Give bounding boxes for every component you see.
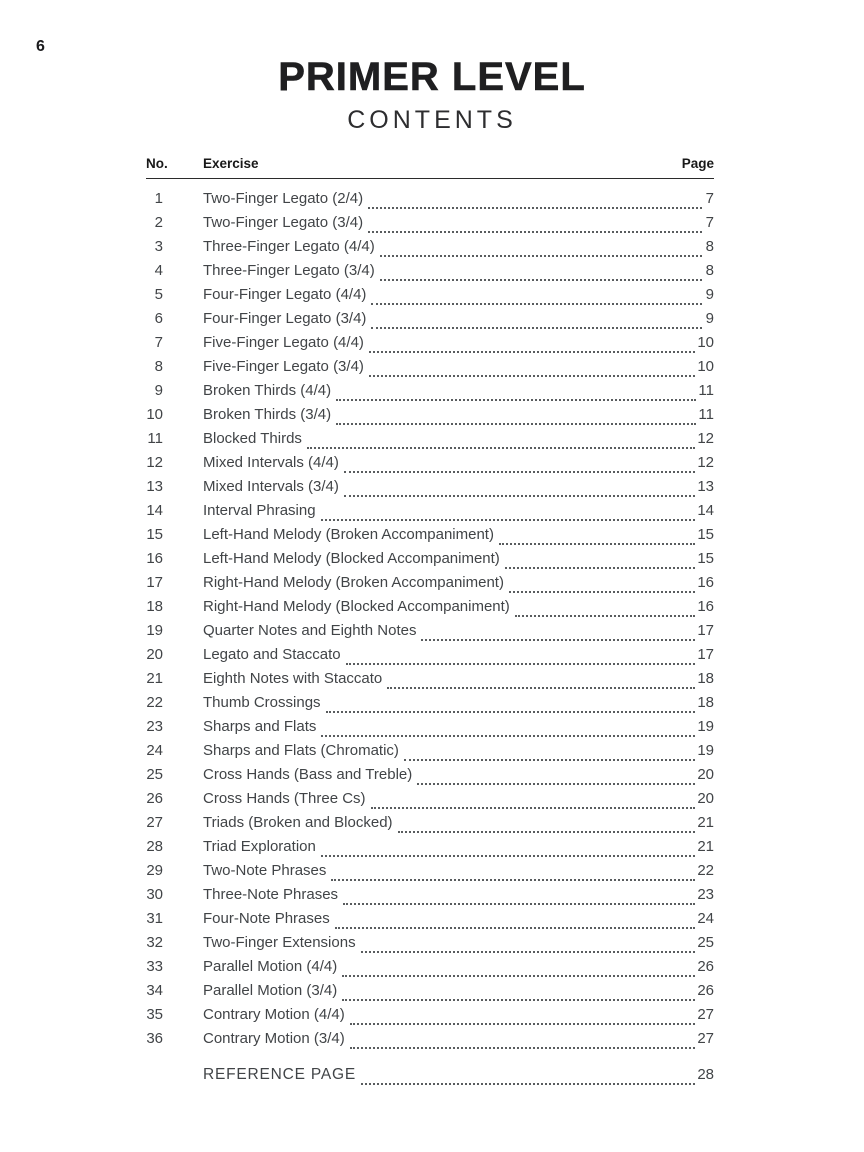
toc-rows — [146, 190, 714, 1054]
exercise-page-number: 20 — [697, 766, 714, 783]
toc-row — [146, 934, 714, 958]
exercise-title: Interval Phrasing — [203, 502, 316, 519]
exercise-title: Right-Hand Melody (Blocked Accompaniment) — [203, 598, 510, 615]
dot-leader — [346, 663, 696, 665]
exercise-number: 24 — [146, 742, 163, 759]
exercise-page-number: 20 — [697, 790, 714, 807]
dot-leader — [342, 999, 695, 1001]
exercise-number: 12 — [146, 454, 163, 471]
toc-header-row — [146, 156, 714, 179]
exercise-number: 15 — [146, 526, 163, 543]
toc-row — [146, 790, 714, 814]
dot-leader — [371, 807, 696, 809]
exercise-title: Parallel Motion (4/4) — [203, 958, 338, 975]
exercise-title: Mixed Intervals (3/4) — [203, 478, 339, 495]
exercise-number: 20 — [146, 646, 163, 663]
exercise-title: Left-Hand Melody (Broken Accompaniment) — [203, 526, 494, 543]
dot-leader — [417, 783, 695, 785]
exercise-title: Legato and Staccato — [203, 646, 341, 663]
page-number: 6 — [36, 38, 45, 55]
toc-row — [146, 454, 714, 478]
exercise-number: 4 — [154, 262, 163, 279]
toc-row — [146, 430, 714, 454]
exercise-number: 5 — [154, 286, 163, 303]
exercise-title: Right-Hand Melody (Broken Accompaniment) — [203, 574, 504, 591]
page-title: PRIMER LEVEL — [278, 55, 586, 99]
dot-leader — [380, 255, 702, 257]
exercise-number: 1 — [154, 190, 163, 207]
exercise-title: Sharps and Flats (Chromatic) — [203, 742, 399, 759]
toc-row — [146, 886, 714, 910]
exercise-number: 10 — [146, 406, 163, 423]
exercise-title: Contrary Motion (3/4) — [203, 1030, 345, 1047]
exercise-title: Blocked Thirds — [203, 430, 302, 447]
exercise-number: 7 — [154, 334, 163, 351]
toc-row — [146, 958, 714, 982]
dot-leader — [321, 519, 696, 521]
exercise-title: Broken Thirds (4/4) — [203, 382, 332, 399]
exercise-page-number: 25 — [697, 934, 714, 951]
exercise-page-number: 17 — [697, 646, 714, 663]
toc-row — [146, 766, 714, 790]
exercise-title: Triads (Broken and Blocked) — [203, 814, 393, 831]
exercise-title: Four-Note Phrases — [203, 910, 330, 927]
toc-row — [146, 550, 714, 574]
dot-leader — [369, 375, 695, 377]
exercise-title: Two-Finger Extensions — [203, 934, 356, 951]
dot-leader — [371, 327, 702, 329]
exercise-page-number: 15 — [697, 550, 714, 567]
toc-row — [146, 334, 714, 358]
toc-row — [146, 910, 714, 934]
exercise-number: 18 — [146, 598, 163, 615]
exercise-number: 16 — [146, 550, 163, 567]
exercise-title: Cross Hands (Bass and Treble) — [203, 766, 413, 783]
exercise-page-number: 9 — [705, 286, 714, 303]
exercise-page-number: 8 — [705, 238, 714, 255]
exercise-page-number: 11 — [698, 382, 714, 399]
toc-row — [146, 814, 714, 838]
exercise-page-number: 14 — [697, 502, 714, 519]
exercise-title: Sharps and Flats — [203, 718, 317, 735]
exercise-number: 28 — [146, 838, 163, 855]
toc-header-page: Page — [681, 156, 714, 171]
exercise-title: Two-Finger Legato (2/4) — [203, 190, 364, 207]
page-subtitle: CONTENTS — [347, 106, 517, 134]
exercise-page-number: 12 — [697, 430, 714, 447]
dot-leader — [336, 423, 696, 425]
exercise-title: Cross Hands (Three Cs) — [203, 790, 366, 807]
exercise-title: Two-Finger Legato (3/4) — [203, 214, 364, 231]
exercise-page-number: 17 — [697, 622, 714, 639]
exercise-title: Parallel Motion (3/4) — [203, 982, 338, 999]
exercise-title: Eighth Notes with Staccato — [203, 670, 383, 687]
dot-leader — [509, 591, 695, 593]
exercise-page-number: 8 — [705, 262, 714, 279]
exercise-number: 34 — [146, 982, 163, 999]
exercise-title: Two-Note Phrases — [203, 862, 327, 879]
toc-row — [146, 190, 714, 214]
exercise-number: 3 — [154, 238, 163, 255]
table-of-contents — [146, 156, 714, 1090]
dot-leader — [404, 759, 695, 761]
toc-row — [146, 526, 714, 550]
toc-row — [146, 382, 714, 406]
exercise-number: 11 — [147, 430, 163, 447]
toc-row — [146, 358, 714, 382]
exercise-page-number: 23 — [697, 886, 714, 903]
toc-row — [146, 1030, 714, 1054]
exercise-page-number: 21 — [697, 838, 714, 855]
dot-leader — [368, 231, 702, 233]
exercise-page-number: 26 — [697, 982, 714, 999]
exercise-page-number: 18 — [697, 670, 714, 687]
exercise-page-number: 16 — [697, 574, 714, 591]
exercise-page-number: 22 — [697, 862, 714, 879]
toc-row — [146, 286, 714, 310]
exercise-number: 21 — [146, 670, 163, 687]
dot-leader — [361, 1083, 695, 1085]
exercise-page-number: 10 — [697, 358, 714, 375]
exercise-title: Three-Finger Legato (4/4) — [203, 238, 375, 255]
exercise-title: Left-Hand Melody (Blocked Accompaniment) — [203, 550, 500, 567]
exercise-number: 22 — [146, 694, 163, 711]
exercise-page-number: 19 — [697, 742, 714, 759]
toc-row — [146, 622, 714, 646]
exercise-title: Three-Note Phrases — [203, 886, 339, 903]
exercise-number: 33 — [146, 958, 163, 975]
dot-leader — [350, 1023, 696, 1025]
toc-row — [146, 862, 714, 886]
toc-row — [146, 502, 714, 526]
toc-row — [146, 310, 714, 334]
dot-leader — [307, 447, 695, 449]
exercise-number: 19 — [146, 622, 163, 639]
exercise-number: 30 — [146, 886, 163, 903]
exercise-number: 23 — [146, 718, 163, 735]
dot-leader — [321, 735, 695, 737]
exercise-number: 32 — [146, 934, 163, 951]
toc-row — [146, 646, 714, 670]
toc-header-exercise: Exercise — [203, 156, 259, 171]
exercise-page-number: 13 — [697, 478, 714, 495]
toc-row — [146, 1006, 714, 1030]
toc-row — [146, 670, 714, 694]
dot-leader — [371, 303, 702, 305]
toc-row — [146, 838, 714, 862]
exercise-page-number: 12 — [697, 454, 714, 471]
exercise-number: 35 — [146, 1006, 163, 1023]
exercise-number: 8 — [154, 358, 163, 375]
reference-title: REFERENCE PAGE — [203, 1066, 357, 1083]
exercise-title: Contrary Motion (4/4) — [203, 1006, 345, 1023]
reference-page-number: 28 — [697, 1066, 714, 1083]
exercise-page-number: 27 — [697, 1006, 714, 1023]
dot-leader — [361, 951, 696, 953]
exercise-page-number: 21 — [697, 814, 714, 831]
exercise-number: 14 — [146, 502, 163, 519]
toc-row — [146, 694, 714, 718]
exercise-page-number: 11 — [698, 406, 714, 423]
exercise-number: 25 — [146, 766, 163, 783]
toc-row — [146, 478, 714, 502]
toc-row — [146, 406, 714, 430]
exercise-title: Thumb Crossings — [203, 694, 321, 711]
exercise-page-number: 7 — [705, 214, 714, 231]
toc-row — [146, 238, 714, 262]
exercise-number: 26 — [146, 790, 163, 807]
toc-row — [146, 718, 714, 742]
exercise-page-number: 18 — [697, 694, 714, 711]
exercise-number: 17 — [146, 574, 163, 591]
exercise-title: Five-Finger Legato (4/4) — [203, 334, 364, 351]
exercise-title: Four-Finger Legato (3/4) — [203, 310, 367, 327]
dot-leader — [380, 279, 702, 281]
toc-row — [146, 574, 714, 598]
exercise-page-number: 19 — [697, 718, 714, 735]
dot-leader — [321, 855, 695, 857]
toc-row — [146, 982, 714, 1006]
exercise-page-number: 27 — [697, 1030, 714, 1047]
exercise-page-number: 26 — [697, 958, 714, 975]
dot-leader — [505, 567, 696, 569]
exercise-number: 2 — [154, 214, 163, 231]
exercise-number: 9 — [154, 382, 163, 399]
toc-header-no: No. — [146, 156, 168, 171]
dot-leader — [342, 975, 695, 977]
dot-leader — [344, 495, 695, 497]
exercise-title: Triad Exploration — [203, 838, 316, 855]
exercise-page-number: 15 — [697, 526, 714, 543]
dot-leader — [336, 399, 696, 401]
dot-leader — [421, 639, 695, 641]
dot-leader — [335, 927, 696, 929]
dot-leader — [369, 351, 695, 353]
exercise-title: Five-Finger Legato (3/4) — [203, 358, 364, 375]
exercise-number: 27 — [146, 814, 163, 831]
dot-leader — [350, 1047, 696, 1049]
dot-leader — [368, 207, 702, 209]
exercise-page-number: 10 — [697, 334, 714, 351]
toc-row — [146, 214, 714, 238]
exercise-title: Mixed Intervals (4/4) — [203, 454, 339, 471]
dot-leader — [331, 879, 695, 881]
exercise-page-number: 16 — [697, 598, 714, 615]
toc-row — [146, 598, 714, 622]
exercise-number: 36 — [146, 1030, 163, 1047]
dot-leader — [387, 687, 695, 689]
exercise-title: Broken Thirds (3/4) — [203, 406, 332, 423]
exercise-title: Four-Finger Legato (4/4) — [203, 286, 367, 303]
exercise-number: 13 — [146, 478, 163, 495]
dot-leader — [344, 471, 695, 473]
dot-leader — [398, 831, 696, 833]
dot-leader — [515, 615, 696, 617]
exercise-number: 29 — [146, 862, 163, 879]
exercise-title: Quarter Notes and Eighth Notes — [203, 622, 417, 639]
exercise-number: 6 — [154, 310, 163, 327]
dot-leader — [326, 711, 696, 713]
exercise-page-number: 24 — [697, 910, 714, 927]
exercise-number: 31 — [146, 910, 163, 927]
exercise-page-number: 7 — [705, 190, 714, 207]
toc-row — [146, 742, 714, 766]
exercise-title: Three-Finger Legato (3/4) — [203, 262, 375, 279]
exercise-page-number: 9 — [705, 310, 714, 327]
toc-row — [146, 262, 714, 286]
dot-leader — [343, 903, 695, 905]
dot-leader — [499, 543, 695, 545]
toc-reference-row — [146, 1066, 714, 1090]
